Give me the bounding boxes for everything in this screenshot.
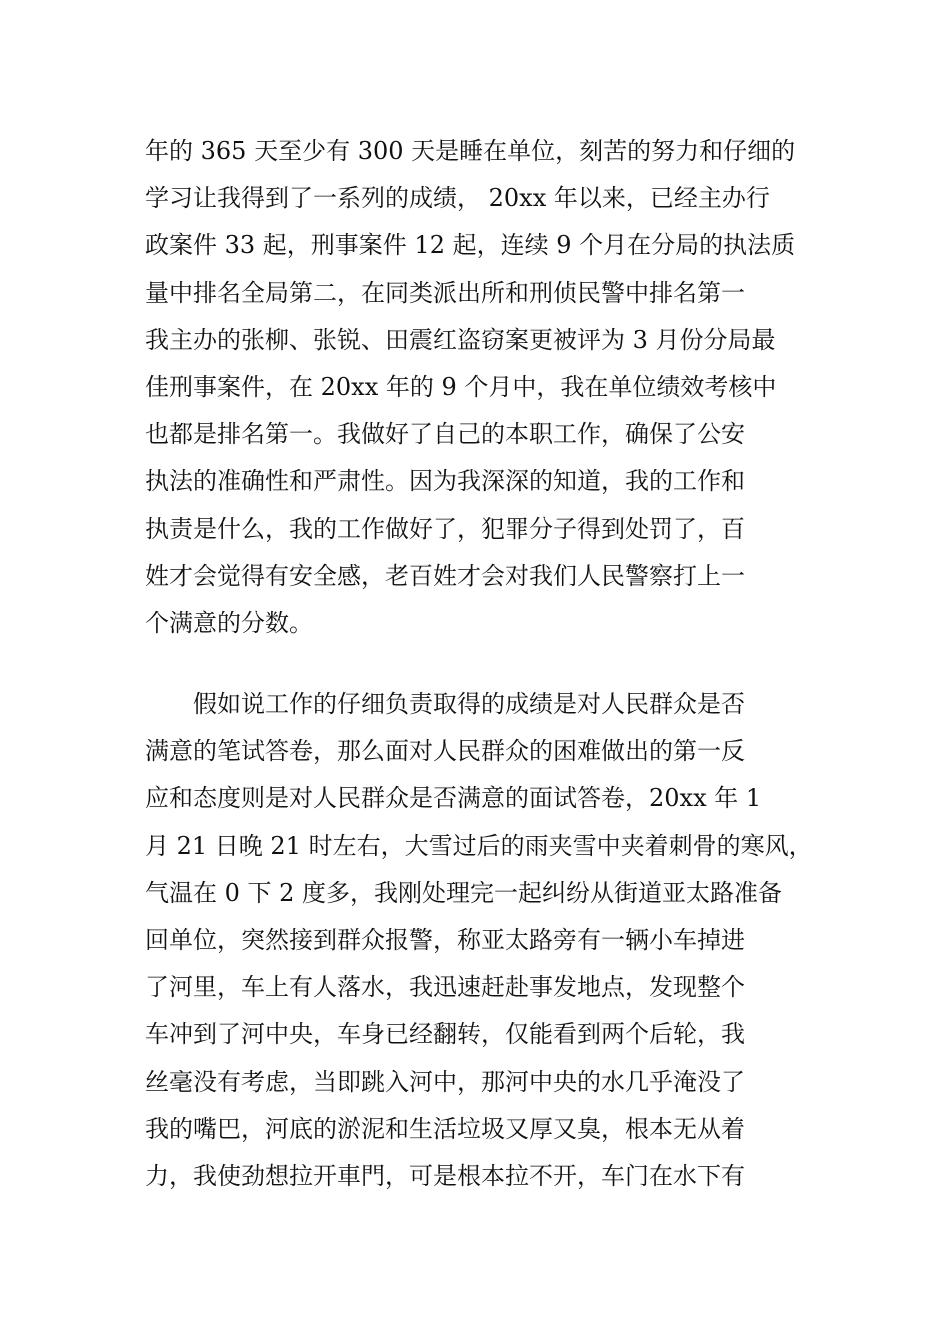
text-line: 姓才会觉得有安全感，老百姓才会对我们人民警察打上一	[145, 561, 745, 590]
text-line: 气温在 0 下 2 度多，我刚处理完一起纠纷从街道亚太路准备	[145, 878, 783, 907]
paragraph-2	[145, 681, 835, 1200]
text-line: 佳刑事案件，在 20xx 年的 9 个月中，我在单位绩效考核中	[145, 372, 777, 401]
text-line: 执法的准确性和严肃性。因为我深深的知道，我的工作和	[145, 467, 745, 496]
text-line: 量中排名全局第二，在同类派出所和刑侦民警中排名第一	[145, 278, 745, 307]
text-line: 回单位，突然接到群众报警，称亚太路旁有一辆小车掉进	[145, 925, 745, 954]
paragraph-1	[145, 128, 835, 647]
text-line: 我的嘴巴，河底的淤泥和生活垃圾又厚又臭，根本无从着	[145, 1114, 745, 1143]
document-body	[145, 128, 835, 1190]
text-line: 满意的笔试答卷，那么面对人民群众的困难做出的第一反	[145, 737, 745, 766]
text-line: 假如说工作的仔细负责取得的成绩是对人民群众是否	[193, 690, 745, 718]
text-line: 学习让我得到了一系列的成绩， 20xx 年以来，已经主办行	[145, 184, 770, 213]
text-line: 年的 365 天至少有 300 天是睡在单位，刻苦的努力和仔细的	[145, 137, 796, 165]
text-line: 车冲到了河中央，车身已经翻转，仅能看到两个后轮，我	[145, 1020, 745, 1049]
text-line: 月 21 日晚 21 时左右，大雪过后的雨夹雪中夹着刺骨的寒风，	[145, 831, 813, 860]
text-line: 政案件 33 起，刑事案件 12 起，连续 9 个月在分局的执法质	[145, 231, 796, 260]
text-line: 执责是什么，我的工作做好了，犯罪分子得到处罚了，百	[145, 514, 745, 543]
text-line: 也都是排名第一。我做好了自己的本职工作，确保了公安	[145, 420, 745, 449]
text-line: 丝毫没有考虑，当即跳入河中，那河中央的水几乎淹没了	[145, 1067, 745, 1096]
text-line: 我主办的张柳、张锐、田震红盗窃案更被评为 3 月份分局最	[145, 325, 776, 354]
text-line: 力，我使劲想拉开車門，可是根本拉不开，车门在水下有	[145, 1161, 745, 1190]
text-line: 了河里，车上有人落水，我迅速赶赴事发地点，发现整个	[145, 973, 745, 1002]
text-line: 个满意的分数。	[145, 608, 313, 637]
text-line: 应和态度则是对人民群众是否满意的面试答卷，20xx 年 1	[145, 784, 762, 813]
